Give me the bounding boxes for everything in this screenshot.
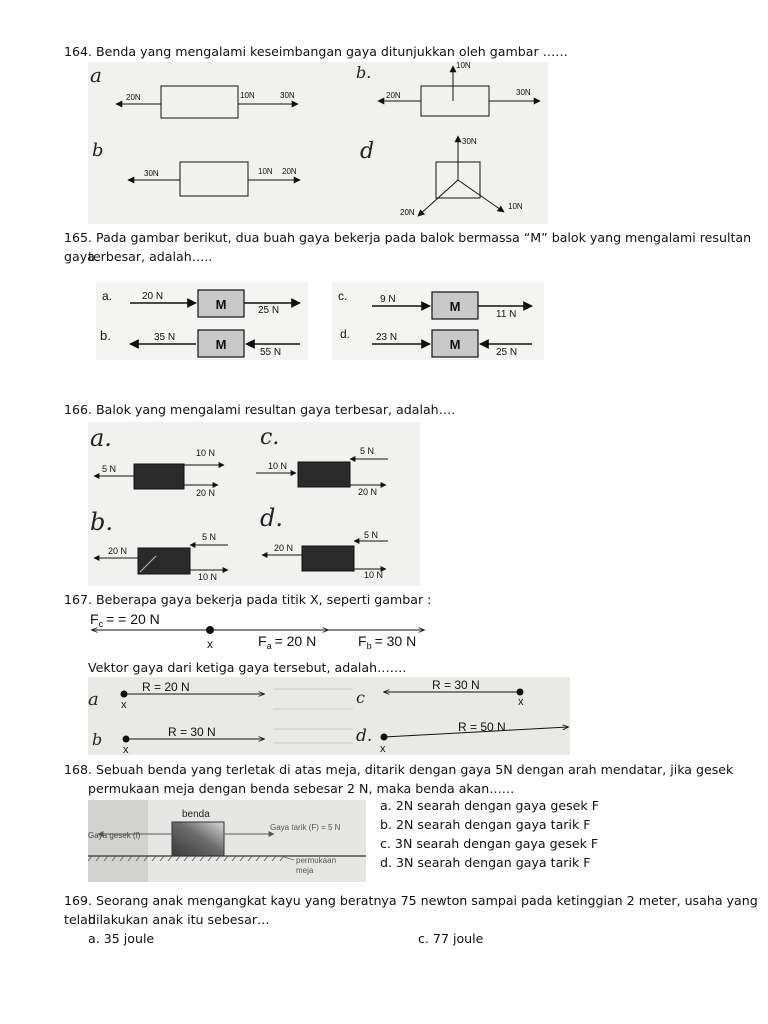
q169-option-a: a. 35 joule — [88, 931, 155, 946]
fig166d-left: 20 N — [274, 543, 294, 553]
fig165b-f2: 55 N — [260, 347, 282, 358]
opt167d-r: R = 50 N — [458, 720, 506, 734]
fig164a-30n: 30N — [280, 91, 295, 100]
fa-value: = 20 N — [274, 633, 317, 649]
fig164a-10n: 10N — [240, 91, 255, 100]
fb-value: = 30 N — [374, 633, 417, 649]
fig164-label-b: b. — [356, 63, 372, 82]
fig164d-20n: 20N — [400, 208, 415, 217]
fig166b-left: 20 N — [108, 546, 128, 556]
fa-symbol: F — [258, 633, 267, 649]
question-164: 164. Benda yang mengalami keseimbangan gaya ditunjukkan oleh gambar …… — [64, 44, 568, 59]
fig166-label-d: d. — [260, 504, 283, 532]
question-169-line2: dilakukan anak itu sebesar… — [88, 912, 270, 927]
fb-symbol: F — [358, 633, 367, 649]
figure-164 — [88, 62, 548, 224]
opt167a-r: R = 20 N — [142, 680, 190, 694]
fig165-label-a: a. — [102, 289, 113, 303]
question-165-line1: 165. Pada gambar berikut, dua buah gaya bekerja pada balok bermassa “M” balok yang mengalami resultan gaya — [64, 230, 752, 264]
figure-167-forces — [88, 608, 428, 652]
fig168-benda: benda — [182, 809, 210, 820]
opt167-label-a: a — [88, 689, 99, 710]
fig165-label-c: c. — [338, 289, 348, 303]
svg-text:Fb= 30 N — [358, 633, 416, 651]
fig166d-top: 5 N — [364, 530, 379, 540]
fig166b-bottom: 10 N — [198, 572, 218, 582]
point-x-label: x — [207, 637, 213, 651]
fig166c-bottom: 20 N — [358, 487, 378, 497]
fig166-label-c: c. — [260, 425, 280, 450]
figure-165-right — [332, 282, 544, 360]
q168-option-a: a. 2N searah dengan gaya gesek F — [380, 798, 599, 813]
q169-option-c: c. 77 joule — [418, 931, 484, 946]
figure-167-options — [88, 677, 570, 755]
fb-subscript: b — [366, 641, 372, 651]
fig164b-10n: 10N — [456, 62, 471, 70]
fig165d-mass: M — [449, 337, 461, 352]
fig164b-30n: 30N — [516, 88, 531, 97]
question-166: 166. Balok yang mengalami resultan gaya terbesar, adalah…. — [64, 402, 456, 417]
fig165c-mass: M — [449, 299, 461, 314]
opt167b-x: x — [123, 744, 129, 755]
fig165d-f1: 23 N — [376, 332, 398, 343]
fig166a-bottom: 20 N — [196, 488, 216, 498]
fig168-tarik: Gaya tarik (F) = 5 N — [270, 823, 341, 832]
fa-subscript: a — [266, 641, 272, 651]
fig164-label-c: b — [92, 140, 104, 161]
q168-option-d: d. 3N searah dengan gaya tarik F — [380, 855, 591, 870]
fig165-label-d: d. — [340, 327, 351, 341]
fig168-gesek: Gaya gesek (f) — [88, 831, 141, 840]
fig165a-f2: 25 N — [258, 305, 280, 316]
fig165c-f1: 9 N — [380, 294, 396, 305]
fig166c-top: 5 N — [360, 446, 375, 456]
opt167-label-b: b — [92, 730, 103, 749]
fig164a-20n: 20N — [126, 93, 141, 102]
figure-168 — [88, 800, 366, 882]
figure-166 — [88, 422, 420, 586]
fig168-meja1: permukaan — [296, 856, 337, 865]
fig165a-mass: M — [215, 297, 227, 312]
opt167-label-d: d. — [356, 726, 373, 746]
fig166-label-a: a. — [90, 424, 112, 452]
question-168-line2: permukaan meja dengan benda sebesar 2 N, maka benda akan…… — [88, 781, 515, 796]
fig165d-f2: 25 N — [496, 347, 518, 358]
opt167a-x: x — [121, 699, 127, 711]
fig166c-left: 10 N — [268, 461, 288, 471]
opt167d-x: x — [380, 743, 386, 755]
fig164c-20n: 20N — [282, 167, 297, 176]
fc-subscript: c — [98, 619, 104, 629]
opt167c-x: x — [518, 696, 524, 708]
question-168-line1: 168. Sebuah benda yang terletak di atas meja, ditarik dengan gaya 5N dengan arah mendatar, jika gesek — [64, 762, 734, 777]
opt167-label-c: c — [356, 688, 365, 707]
fig165b-f1: 35 N — [154, 332, 176, 343]
figure-165-left — [96, 282, 308, 360]
fc-symbol: F — [90, 611, 99, 627]
fc-value: = = 20 N — [106, 611, 160, 627]
fig164d-30n: 30N — [462, 137, 477, 146]
fig164d-10n: 10N — [508, 202, 523, 211]
fig165-label-b: b. — [100, 328, 111, 343]
fig164c-10n: 10N — [258, 167, 273, 176]
fig168-meja2: meja — [296, 866, 314, 875]
fig166d-bottom: 10 N — [364, 570, 384, 580]
svg-text:Fa= 20 N — [258, 633, 316, 651]
question-167-subtext: Vektor gaya dari ketiga gaya tersebut, adalah……. — [88, 660, 407, 675]
q168-option-c: c. 3N searah dengan gaya gesek F — [380, 836, 599, 851]
fig164-label-a: a — [90, 63, 102, 87]
fig166-label-b: b. — [90, 508, 113, 536]
q168-option-b: b. 2N searah dengan gaya tarik F — [380, 817, 591, 832]
fig166b-top: 5 N — [202, 532, 217, 542]
question-169-line1: 169. Seorang anak mengangkat kayu yang beratnya 75 newton sampai pada ketinggian 2 meter, usaha yang telah — [64, 893, 758, 927]
fig164-label-d: d — [360, 139, 375, 164]
opt167b-r: R = 30 N — [168, 725, 216, 739]
fig165a-f1: 20 N — [142, 291, 164, 302]
question-165-line2: terbesar, adalah….. — [88, 249, 213, 264]
svg-text:Fc= = 20 N — [90, 611, 160, 629]
fig164c-30n: 30N — [144, 169, 159, 178]
opt167c-r: R = 30 N — [432, 678, 480, 692]
fig166a-left: 5 N — [102, 464, 117, 474]
fig166a-top: 10 N — [196, 448, 216, 458]
fig165b-mass: M — [215, 337, 227, 352]
question-167: 167. Beberapa gaya bekerja pada titik X, seperti gambar : — [64, 592, 432, 607]
fig164b-20n: 20N — [386, 91, 401, 100]
fig165c-f2: 11 N — [496, 309, 517, 320]
